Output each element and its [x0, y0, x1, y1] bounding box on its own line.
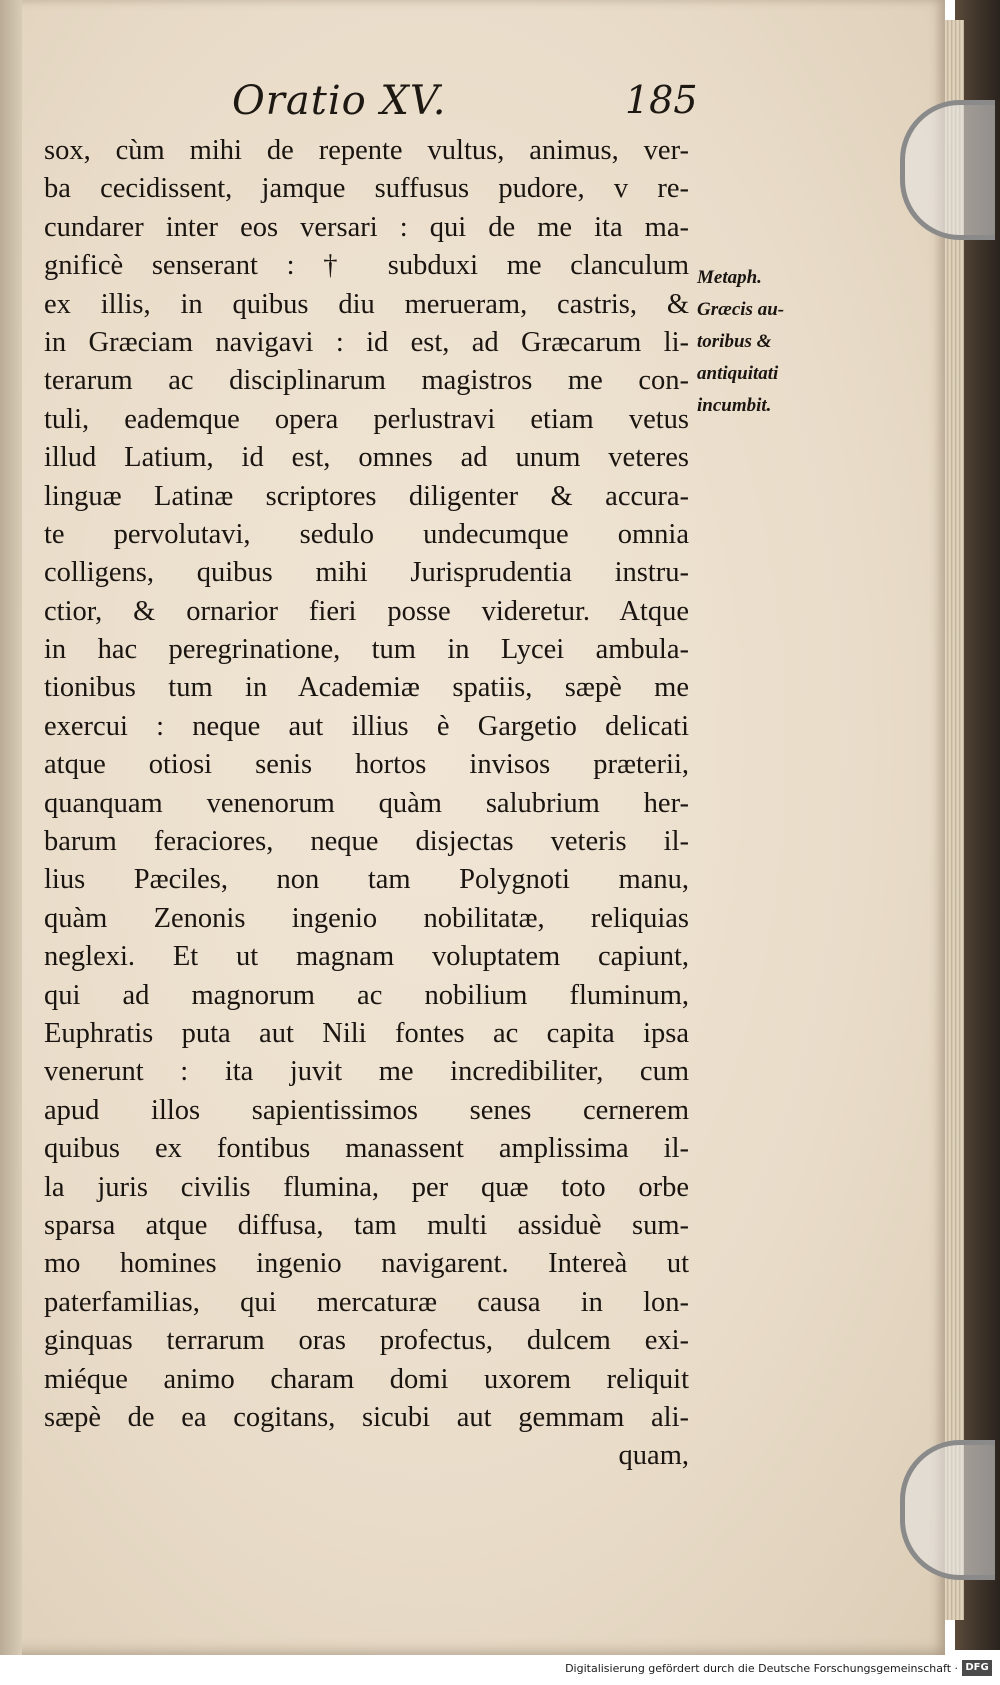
text-line: sparsa atque diffusa, tam multi assiduè sum- [44, 1209, 689, 1241]
running-title: Oratio XV. [232, 78, 447, 124]
text-line: lius Pæciles, non tam Polygnoti manu, [44, 864, 689, 896]
book-clip-bottom [900, 1440, 995, 1580]
text-line: cundarer inter eos versari : qui de me ita ma- [44, 211, 689, 243]
running-header [0, 78, 945, 128]
text-line: quàm Zenonis ingenio nobilitatæ, reliquias [44, 902, 689, 934]
text-line: sæpè de ea cogitans, sicubi aut gemmam ali- [44, 1401, 689, 1433]
text-line: colligens, quibus mihi Jurisprudentia instru- [44, 557, 689, 589]
text-line: qui ad magnorum ac nobilium fluminum, [44, 979, 689, 1011]
text-line: quanquam venenorum quàm salubrium her- [44, 787, 689, 819]
margin-note-line: toribus & [697, 331, 772, 352]
funding-credit: Digitalisierung gefördert durch die Deutsche Forschungsgemeinschaft · [565, 1662, 958, 1675]
text-line: linguæ Latinæ scriptores diligenter & accura- [44, 480, 689, 512]
book-gutter [0, 0, 22, 1655]
margin-note-line: Græcis au- [697, 299, 785, 320]
text-line: paterfamilias, qui mercaturæ causa in lon- [44, 1286, 689, 1318]
page-number: 185 [625, 78, 698, 122]
text-line: gnificè senserant : † subduxi me clanculum [44, 250, 689, 282]
text-line: apud illos sapientissimos senes cernerem [44, 1094, 689, 1126]
text-line: exercui : neque aut illius è Gargetio delicati [44, 710, 689, 742]
text-line: miéque animo charam domi uxorem reliquit [44, 1363, 689, 1395]
text-line: in hac peregrinatione, tum in Lycei ambula- [44, 634, 689, 666]
text-line: mo homines ingenio navigarent. Intereà ut [44, 1248, 689, 1280]
text-line: Euphratis puta aut Nili fontes ac capita ipsa [44, 1017, 689, 1049]
text-line: quibus ex fontibus manassent amplissima il- [44, 1133, 689, 1165]
margin-note-line: antiquitati [697, 363, 779, 384]
margin-note-line: incumbit. [697, 395, 772, 416]
text-line: te pervolutavi, sedulo undecumque omnia [44, 518, 689, 550]
text-line: neglexi. Et ut magnam voluptatem capiunt, [44, 941, 689, 973]
text-line: terarum ac disciplinarum magistros me con- [44, 365, 689, 397]
text-line: ctior, & ornarior fieri posse videretur. Atque [44, 595, 689, 627]
footer-bar [0, 1655, 1000, 1685]
text-line: barum feraciores, neque disjectas veteris il- [44, 826, 689, 858]
text-line: illud Latium, id est, omnes ad unum veteres [44, 442, 689, 474]
margin-note-line: Metaph. [697, 267, 762, 288]
book-clip-top [900, 100, 995, 240]
text-line: ginquas terrarum oras profectus, dulcem exi- [44, 1325, 689, 1357]
text-line: ba cecidissent, jamque suffusus pudore, v re- [44, 173, 689, 205]
text-line: in Græciam navigavi : id est, ad Græcarum li- [44, 326, 689, 358]
text-line: atque otiosi senis hortos invisos præterii, [44, 749, 689, 781]
text-line: tionibus tum in Academiæ spatiis, sæpè me [44, 672, 689, 704]
margin-note [697, 262, 839, 422]
body-text [44, 132, 689, 1476]
text-line: tuli, eademque opera perlustravi etiam vetus [44, 403, 689, 435]
dfg-logo: DFG [962, 1660, 992, 1676]
text-line: sox, cùm mihi de repente vultus, animus, ver- [44, 135, 689, 166]
text-line: venerunt : ita juvit me incredibiliter, cum [44, 1056, 689, 1088]
text-line: ex illis, in quibus diu merueram, castris, & [44, 288, 689, 320]
text-line: la juris civilis flumina, per quæ toto orbe [44, 1171, 689, 1203]
text-line: quam, [618, 1440, 689, 1472]
